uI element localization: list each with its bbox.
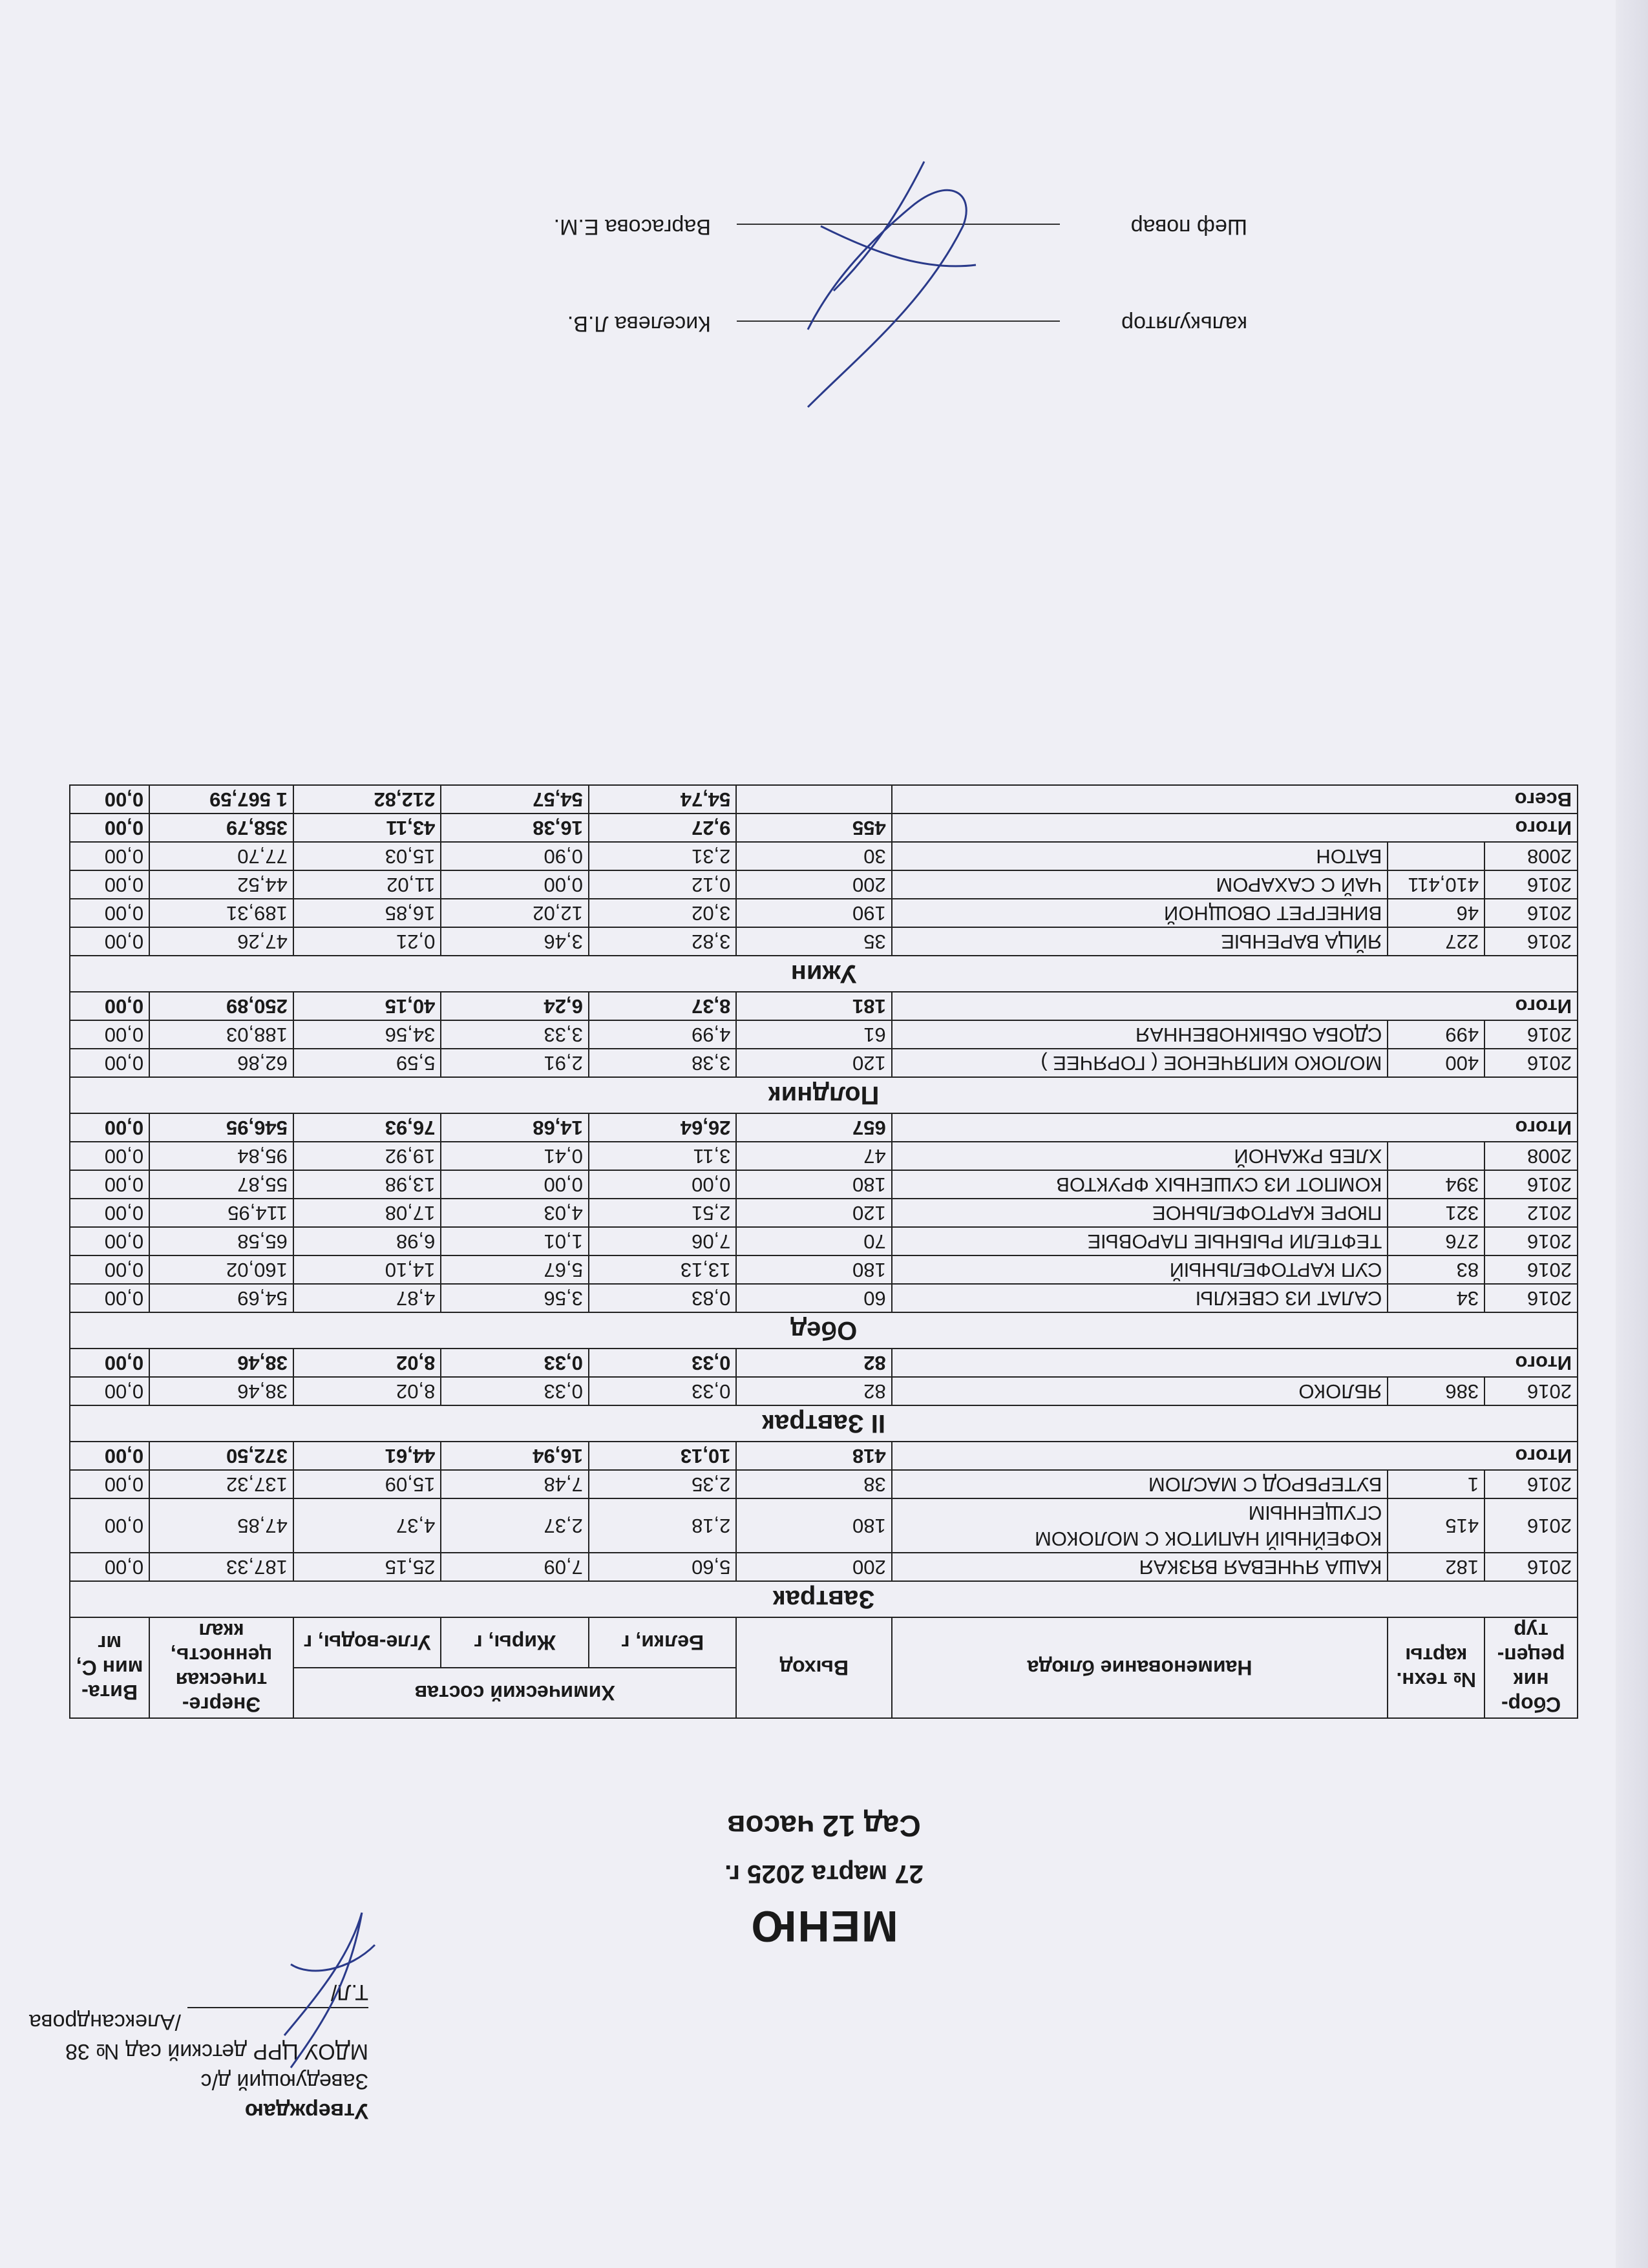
table-row [70, 1020, 1578, 1049]
total-carbs: 44,61 [293, 1442, 441, 1470]
total-energy: 546,95 [149, 1113, 293, 1142]
cell-dish-name: ПЮРЕ КАРТОФЕЛЬНОЕ [892, 1199, 1388, 1227]
total-row [70, 814, 1578, 842]
cell-energy: 44,52 [149, 870, 293, 899]
cell-output: 200 [736, 1553, 891, 1581]
approval-name: /Александрова Т.Л/ [28, 1980, 368, 2034]
cell-energy: 189,31 [149, 899, 293, 927]
cell-fat: 1,01 [441, 1227, 589, 1255]
chef-name: Варгасова Е.М. [553, 215, 711, 239]
section-title: Обед [70, 1312, 1578, 1349]
grand-total-output [736, 785, 891, 814]
cell-vitamin-c: 0,00 [70, 1498, 149, 1553]
table-row [70, 899, 1578, 927]
cell-vitamin-c: 0,00 [70, 1470, 149, 1498]
cell-output: 38 [736, 1470, 891, 1498]
cell-dish-name: САЛАТ ИЗ СВЕКЛЫ [892, 1284, 1388, 1312]
total-carbs: 76,93 [293, 1113, 441, 1142]
table-row [70, 1284, 1578, 1312]
cell-vitamin-c: 0,00 [70, 1020, 149, 1049]
cell-vitamin-c: 0,00 [70, 1049, 149, 1077]
approval-organization: МДОУ ЦРР детский сад № 38 [65, 2039, 368, 2064]
cell-output: 180 [736, 1255, 891, 1284]
total-output: 181 [736, 992, 891, 1020]
total-fat: 0,33 [441, 1349, 589, 1377]
menu-title-block [0, 1809, 1648, 1951]
cell-vitamin-c: 0,00 [70, 1255, 149, 1284]
calculator-role: калькулятор [1121, 311, 1247, 336]
cell-card-number: 386 [1388, 1377, 1484, 1405]
cell-protein: 2,51 [589, 1199, 737, 1227]
cell-card-number: 400 [1388, 1049, 1484, 1077]
table-row [70, 1470, 1578, 1498]
menu-table-body [70, 785, 1578, 1617]
cell-collection: 2008 [1484, 842, 1578, 870]
cell-fat: 3,56 [441, 1284, 589, 1312]
cell-dish-name: ЯЙЦА ВАРЕНЫЕ [892, 927, 1388, 956]
table-row [70, 1142, 1578, 1170]
cell-vitamin-c: 0,00 [70, 899, 149, 927]
total-row [70, 992, 1578, 1020]
total-output: 418 [736, 1442, 891, 1470]
chef-role: Шеф повар [1130, 215, 1247, 239]
cell-dish-name: МОЛОКО КИПЯЧЕНОЕ ( ГОРЯЧЕЕ ) [892, 1049, 1388, 1077]
header-vitamin-c: Вита-мин С, мг [70, 1617, 149, 1718]
cell-dish-name: КОМПОТ ИЗ СУШЕНЫХ ФРУКТОВ [892, 1170, 1388, 1199]
cell-collection: 2016 [1484, 1170, 1578, 1199]
cell-output: 120 [736, 1049, 891, 1077]
section-row [70, 956, 1578, 992]
cell-card-number: 276 [1388, 1227, 1484, 1255]
section-row [70, 1581, 1578, 1617]
cell-fat: 3,46 [441, 927, 589, 956]
cell-dish-name: КОФЕЙНЫЙ НАПИТОК С МОЛОКОМ СГУЩЕННЫМ [892, 1498, 1388, 1553]
signature-scribble [782, 149, 1002, 420]
header-fat: Жиры, г [441, 1617, 589, 1668]
cell-dish-name: БАТОН [892, 842, 1388, 870]
cell-carbs: 25,15 [293, 1553, 441, 1581]
cell-fat: 7,09 [441, 1553, 589, 1581]
cell-collection: 2016 [1484, 1498, 1578, 1553]
table-row [70, 1498, 1578, 1553]
cell-card-number: 321 [1388, 1199, 1484, 1227]
cell-fat: 0,90 [441, 842, 589, 870]
cell-energy: 62,86 [149, 1049, 293, 1077]
cell-dish-name: БУТЕРБРОД С МАСЛОМ [892, 1470, 1388, 1498]
cell-protein: 0,33 [589, 1377, 737, 1405]
header-collection: Сбор-ник рецеп-тур [1484, 1617, 1578, 1718]
cell-energy: 55,87 [149, 1170, 293, 1199]
cell-output: 60 [736, 1284, 891, 1312]
cell-collection: 2016 [1484, 1255, 1578, 1284]
cell-card-number: 499 [1388, 1020, 1484, 1049]
cell-carbs: 17,08 [293, 1199, 441, 1227]
header-dish-name: Наименование блюда [892, 1617, 1388, 1718]
cell-collection: 2012 [1484, 1199, 1578, 1227]
total-vitamin-c: 0,00 [70, 1113, 149, 1142]
grand-total-fat: 54,57 [441, 785, 589, 814]
header-chemical-composition: Химический состав [293, 1668, 737, 1718]
cell-protein: 0,83 [589, 1284, 737, 1312]
cell-collection: 2016 [1484, 1020, 1578, 1049]
cell-dish-name: ЯБЛОКО [892, 1377, 1388, 1405]
cell-carbs: 34,56 [293, 1020, 441, 1049]
cell-collection: 2016 [1484, 899, 1578, 927]
cell-vitamin-c: 0,00 [70, 1553, 149, 1581]
cell-energy: 38,46 [149, 1377, 293, 1405]
section-title: Полдник [70, 1077, 1578, 1113]
cell-carbs: 5,59 [293, 1049, 441, 1077]
cell-collection: 2008 [1484, 1142, 1578, 1170]
cell-fat: 3,33 [441, 1020, 589, 1049]
cell-card-number: 227 [1388, 927, 1484, 956]
cell-energy: 114,95 [149, 1199, 293, 1227]
section-title: Ужин [70, 956, 1578, 992]
cell-protein: 2,35 [589, 1470, 737, 1498]
total-label: Итого [892, 992, 1578, 1020]
cell-carbs: 15,03 [293, 842, 441, 870]
total-energy: 372,50 [149, 1442, 293, 1470]
cell-output: 35 [736, 927, 891, 956]
total-protein: 0,33 [589, 1349, 737, 1377]
cell-collection: 2016 [1484, 1049, 1578, 1077]
cell-output: 70 [736, 1227, 891, 1255]
table-row [70, 1553, 1578, 1581]
cell-protein: 2,18 [589, 1498, 737, 1553]
grand-total-protein: 54,74 [589, 785, 737, 814]
total-carbs: 8,02 [293, 1349, 441, 1377]
cell-vitamin-c: 0,00 [70, 870, 149, 899]
cell-carbs: 6,98 [293, 1227, 441, 1255]
total-protein: 10,13 [589, 1442, 737, 1470]
cell-protein: 2,31 [589, 842, 737, 870]
table-row [70, 1049, 1578, 1077]
section-row [70, 1405, 1578, 1442]
cell-protein: 4,99 [589, 1020, 737, 1049]
cell-dish-name: КАША ЯЧНЕВАЯ ВЯЗКАЯ [892, 1553, 1388, 1581]
cell-carbs: 4,87 [293, 1284, 441, 1312]
cell-dish-name: ЧАЙ С САХАРОМ [892, 870, 1388, 899]
cell-fat: 0,33 [441, 1377, 589, 1405]
cell-protein: 0,12 [589, 870, 737, 899]
cell-protein: 3,82 [589, 927, 737, 956]
total-fat: 16,94 [441, 1442, 589, 1470]
cell-card-number: 394 [1388, 1170, 1484, 1199]
cell-output: 82 [736, 1377, 891, 1405]
total-row [70, 1349, 1578, 1377]
cell-energy: 188,03 [149, 1020, 293, 1049]
cell-carbs: 8,02 [293, 1377, 441, 1405]
cell-protein: 5,60 [589, 1553, 737, 1581]
cell-output: 47 [736, 1142, 891, 1170]
approval-label: Утверждаю [244, 2099, 368, 2123]
total-label: Итого [892, 1113, 1578, 1142]
grand-total-carbs: 212,82 [293, 785, 441, 814]
cell-fat: 0,00 [441, 870, 589, 899]
total-output: 82 [736, 1349, 891, 1377]
cell-collection: 2016 [1484, 1377, 1578, 1405]
cell-vitamin-c: 0,00 [70, 1142, 149, 1170]
section-row [70, 1077, 1578, 1113]
cell-dish-name: ТЕФТЕЛИ РЫБНЫЕ ПАРОВЫЕ [892, 1227, 1388, 1255]
cell-protein: 13,13 [589, 1255, 737, 1284]
table-row [70, 870, 1578, 899]
grand-total-row [70, 785, 1578, 814]
cell-carbs: 0,21 [293, 927, 441, 956]
total-row [70, 1113, 1578, 1142]
table-row [70, 927, 1578, 956]
total-energy: 250,89 [149, 992, 293, 1020]
total-vitamin-c: 0,00 [70, 992, 149, 1020]
cell-fat: 5,67 [441, 1255, 589, 1284]
menu-table [69, 784, 1578, 1719]
table-row [70, 1170, 1578, 1199]
total-fat: 14,68 [441, 1113, 589, 1142]
grand-total-energy: 1 567,59 [149, 785, 293, 814]
table-row [70, 1377, 1578, 1405]
cell-vitamin-c: 0,00 [70, 927, 149, 956]
cell-collection: 2016 [1484, 1553, 1578, 1581]
cell-fat: 4,03 [441, 1199, 589, 1227]
cell-energy: 47,85 [149, 1498, 293, 1553]
cell-vitamin-c: 0,00 [70, 1199, 149, 1227]
section-title: II Завтрак [70, 1405, 1578, 1442]
cell-vitamin-c: 0,00 [70, 1227, 149, 1255]
table-row [70, 1227, 1578, 1255]
scan-edge-shadow [1616, 0, 1648, 2268]
cell-collection: 2016 [1484, 1470, 1578, 1498]
cell-card-number: 1 [1388, 1470, 1484, 1498]
total-protein: 9,27 [589, 814, 737, 842]
total-fat: 6,24 [441, 992, 589, 1020]
cell-fat: 0,00 [441, 1170, 589, 1199]
cell-card-number [1388, 842, 1484, 870]
cell-protein: 3,38 [589, 1049, 737, 1077]
header-card-number: № техн. карты [1388, 1617, 1484, 1718]
total-carbs: 43,11 [293, 814, 441, 842]
cell-vitamin-c: 0,00 [70, 1284, 149, 1312]
header-energy: Энерге-тическая ценность, ккал [149, 1617, 293, 1718]
table-row [70, 842, 1578, 870]
total-row [70, 1442, 1578, 1470]
calculator-name: Киселева Л.В. [567, 311, 711, 336]
cell-card-number: 34 [1388, 1284, 1484, 1312]
approval-position: Заведующий д/с [200, 2069, 368, 2094]
cell-fat: 2,37 [441, 1498, 589, 1553]
total-carbs: 40,15 [293, 992, 441, 1020]
total-vitamin-c: 0,00 [70, 1442, 149, 1470]
cell-collection: 2016 [1484, 1284, 1578, 1312]
cell-carbs: 4,37 [293, 1498, 441, 1553]
cell-card-number: 83 [1388, 1255, 1484, 1284]
menu-title: МЕНЮ [750, 1902, 898, 1951]
cell-vitamin-c: 0,00 [70, 1170, 149, 1199]
cell-energy: 47,26 [149, 927, 293, 956]
cell-collection: 2016 [1484, 927, 1578, 956]
total-output: 455 [736, 814, 891, 842]
grand-total-label: Всего [892, 785, 1578, 814]
cell-energy: 95,84 [149, 1142, 293, 1170]
cell-output: 180 [736, 1170, 891, 1199]
cell-dish-name: ВИНЕГРЕТ ОВОЩНОЙ [892, 899, 1388, 927]
cell-energy: 65,58 [149, 1227, 293, 1255]
cell-energy: 137,32 [149, 1470, 293, 1498]
total-protein: 8,37 [589, 992, 737, 1020]
total-label: Итого [892, 1442, 1578, 1470]
total-output: 657 [736, 1113, 891, 1142]
cell-carbs: 19,92 [293, 1142, 441, 1170]
cell-output: 190 [736, 899, 891, 927]
cell-fat: 0,41 [441, 1142, 589, 1170]
cell-dish-name: СУП КАРТОФЕЛЬНЫЙ [892, 1255, 1388, 1284]
menu-date: 27 марта 2025 г. [724, 1860, 924, 1888]
cell-dish-name: ХЛЕБ РЖАНОЙ [892, 1142, 1388, 1170]
cell-fat: 12,02 [441, 899, 589, 927]
header-protein: Белки, г [589, 1617, 737, 1668]
grand-total-vitamin-c: 0,00 [70, 785, 149, 814]
total-energy: 38,46 [149, 1349, 293, 1377]
total-fat: 16,38 [441, 814, 589, 842]
table-row [70, 1199, 1578, 1227]
cell-carbs: 15,09 [293, 1470, 441, 1498]
cell-vitamin-c: 0,00 [70, 842, 149, 870]
cell-output: 30 [736, 842, 891, 870]
cell-vitamin-c: 0,00 [70, 1377, 149, 1405]
cell-output: 120 [736, 1199, 891, 1227]
cell-energy: 54,69 [149, 1284, 293, 1312]
total-label: Итого [892, 1349, 1578, 1377]
table-header-row [70, 1668, 1578, 1718]
cell-energy: 77,70 [149, 842, 293, 870]
cell-collection: 2016 [1484, 870, 1578, 899]
cell-card-number: 182 [1388, 1553, 1484, 1581]
total-protein: 26,64 [589, 1113, 737, 1142]
cell-card-number: 46 [1388, 899, 1484, 927]
cell-card-number: 410,411 [1388, 870, 1484, 899]
total-energy: 358,79 [149, 814, 293, 842]
cell-protein: 3,02 [589, 899, 737, 927]
section-title: Завтрак [70, 1581, 1578, 1617]
cell-output: 200 [736, 870, 891, 899]
cell-energy: 187,33 [149, 1553, 293, 1581]
cell-carbs: 11,02 [293, 870, 441, 899]
header-output: Выход [736, 1617, 891, 1718]
cell-fat: 7,48 [441, 1470, 589, 1498]
cell-protein: 7,06 [589, 1227, 737, 1255]
cell-energy: 160,02 [149, 1255, 293, 1284]
section-row [70, 1312, 1578, 1349]
total-vitamin-c: 0,00 [70, 1349, 149, 1377]
cell-carbs: 14,10 [293, 1255, 441, 1284]
cell-output: 180 [736, 1498, 891, 1553]
cell-fat: 2,91 [441, 1049, 589, 1077]
total-label: Итого [892, 814, 1578, 842]
cell-card-number [1388, 1142, 1484, 1170]
cell-dish-name: СДОБА ОБЫКНОВЕННАЯ [892, 1020, 1388, 1049]
total-vitamin-c: 0,00 [70, 814, 149, 842]
cell-card-number: 415 [1388, 1498, 1484, 1553]
cell-carbs: 13,98 [293, 1170, 441, 1199]
cell-collection: 2016 [1484, 1227, 1578, 1255]
cell-protein: 3,11 [589, 1142, 737, 1170]
cell-protein: 0,00 [589, 1170, 737, 1199]
table-row [70, 1255, 1578, 1284]
cell-carbs: 16,85 [293, 899, 441, 927]
menu-group: Сад 12 часов [727, 1809, 921, 1843]
header-carbs: Угле-воды, г [293, 1617, 441, 1668]
cell-output: 61 [736, 1020, 891, 1049]
